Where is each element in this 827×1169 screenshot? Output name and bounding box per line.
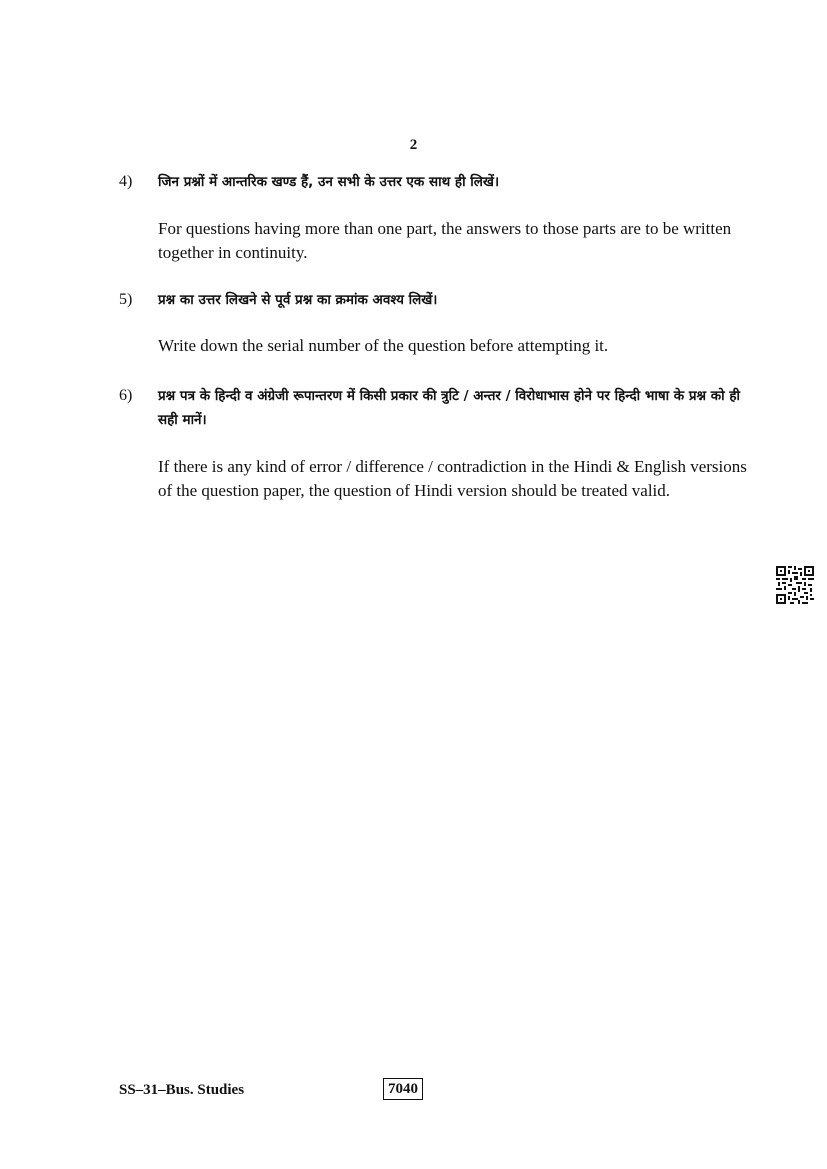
- instruction-hindi-text: जिन प्रश्नों में आन्तरिक खण्ड हैं, उन सभी के उत्तर एक साथ ही लिखें।: [158, 174, 500, 190]
- instruction-english-text: For questions having more than one part, the answers to those parts are to be written together in continuity.: [158, 219, 732, 262]
- instruction-number: 5): [119, 291, 133, 308]
- page-number: 2: [409, 137, 418, 153]
- instruction-hindi-text: प्रश्न का उत्तर लिखने से पूर्व प्रश्न का क्रमांक अवश्य लिखें।: [158, 292, 438, 308]
- instruction-english-text: If there is any kind of error / difference / contradiction in the Hindi & English versions of the question paper, the question of Hindi version should be treated valid.: [158, 457, 747, 500]
- paper-number-box: 7040: [383, 1078, 423, 1100]
- paper-code: SS–31–Bus. Studies: [119, 1082, 245, 1098]
- qr-code-icon: [776, 566, 814, 604]
- instruction-hindi-text: प्रश्न पत्र के हिन्दी व अंग्रेजी रूपान्तरण में किसी प्रकार की त्रुटि / अन्तर / विरोधाभास होने पर हिन्दी भाषा के प्रश्न को ही सही मानें।: [158, 388, 741, 428]
- instruction-number: 6): [119, 387, 133, 404]
- instruction-english-text: Write down the serial number of the question before attempting it.: [158, 336, 609, 355]
- instruction-number: 4): [119, 173, 133, 190]
